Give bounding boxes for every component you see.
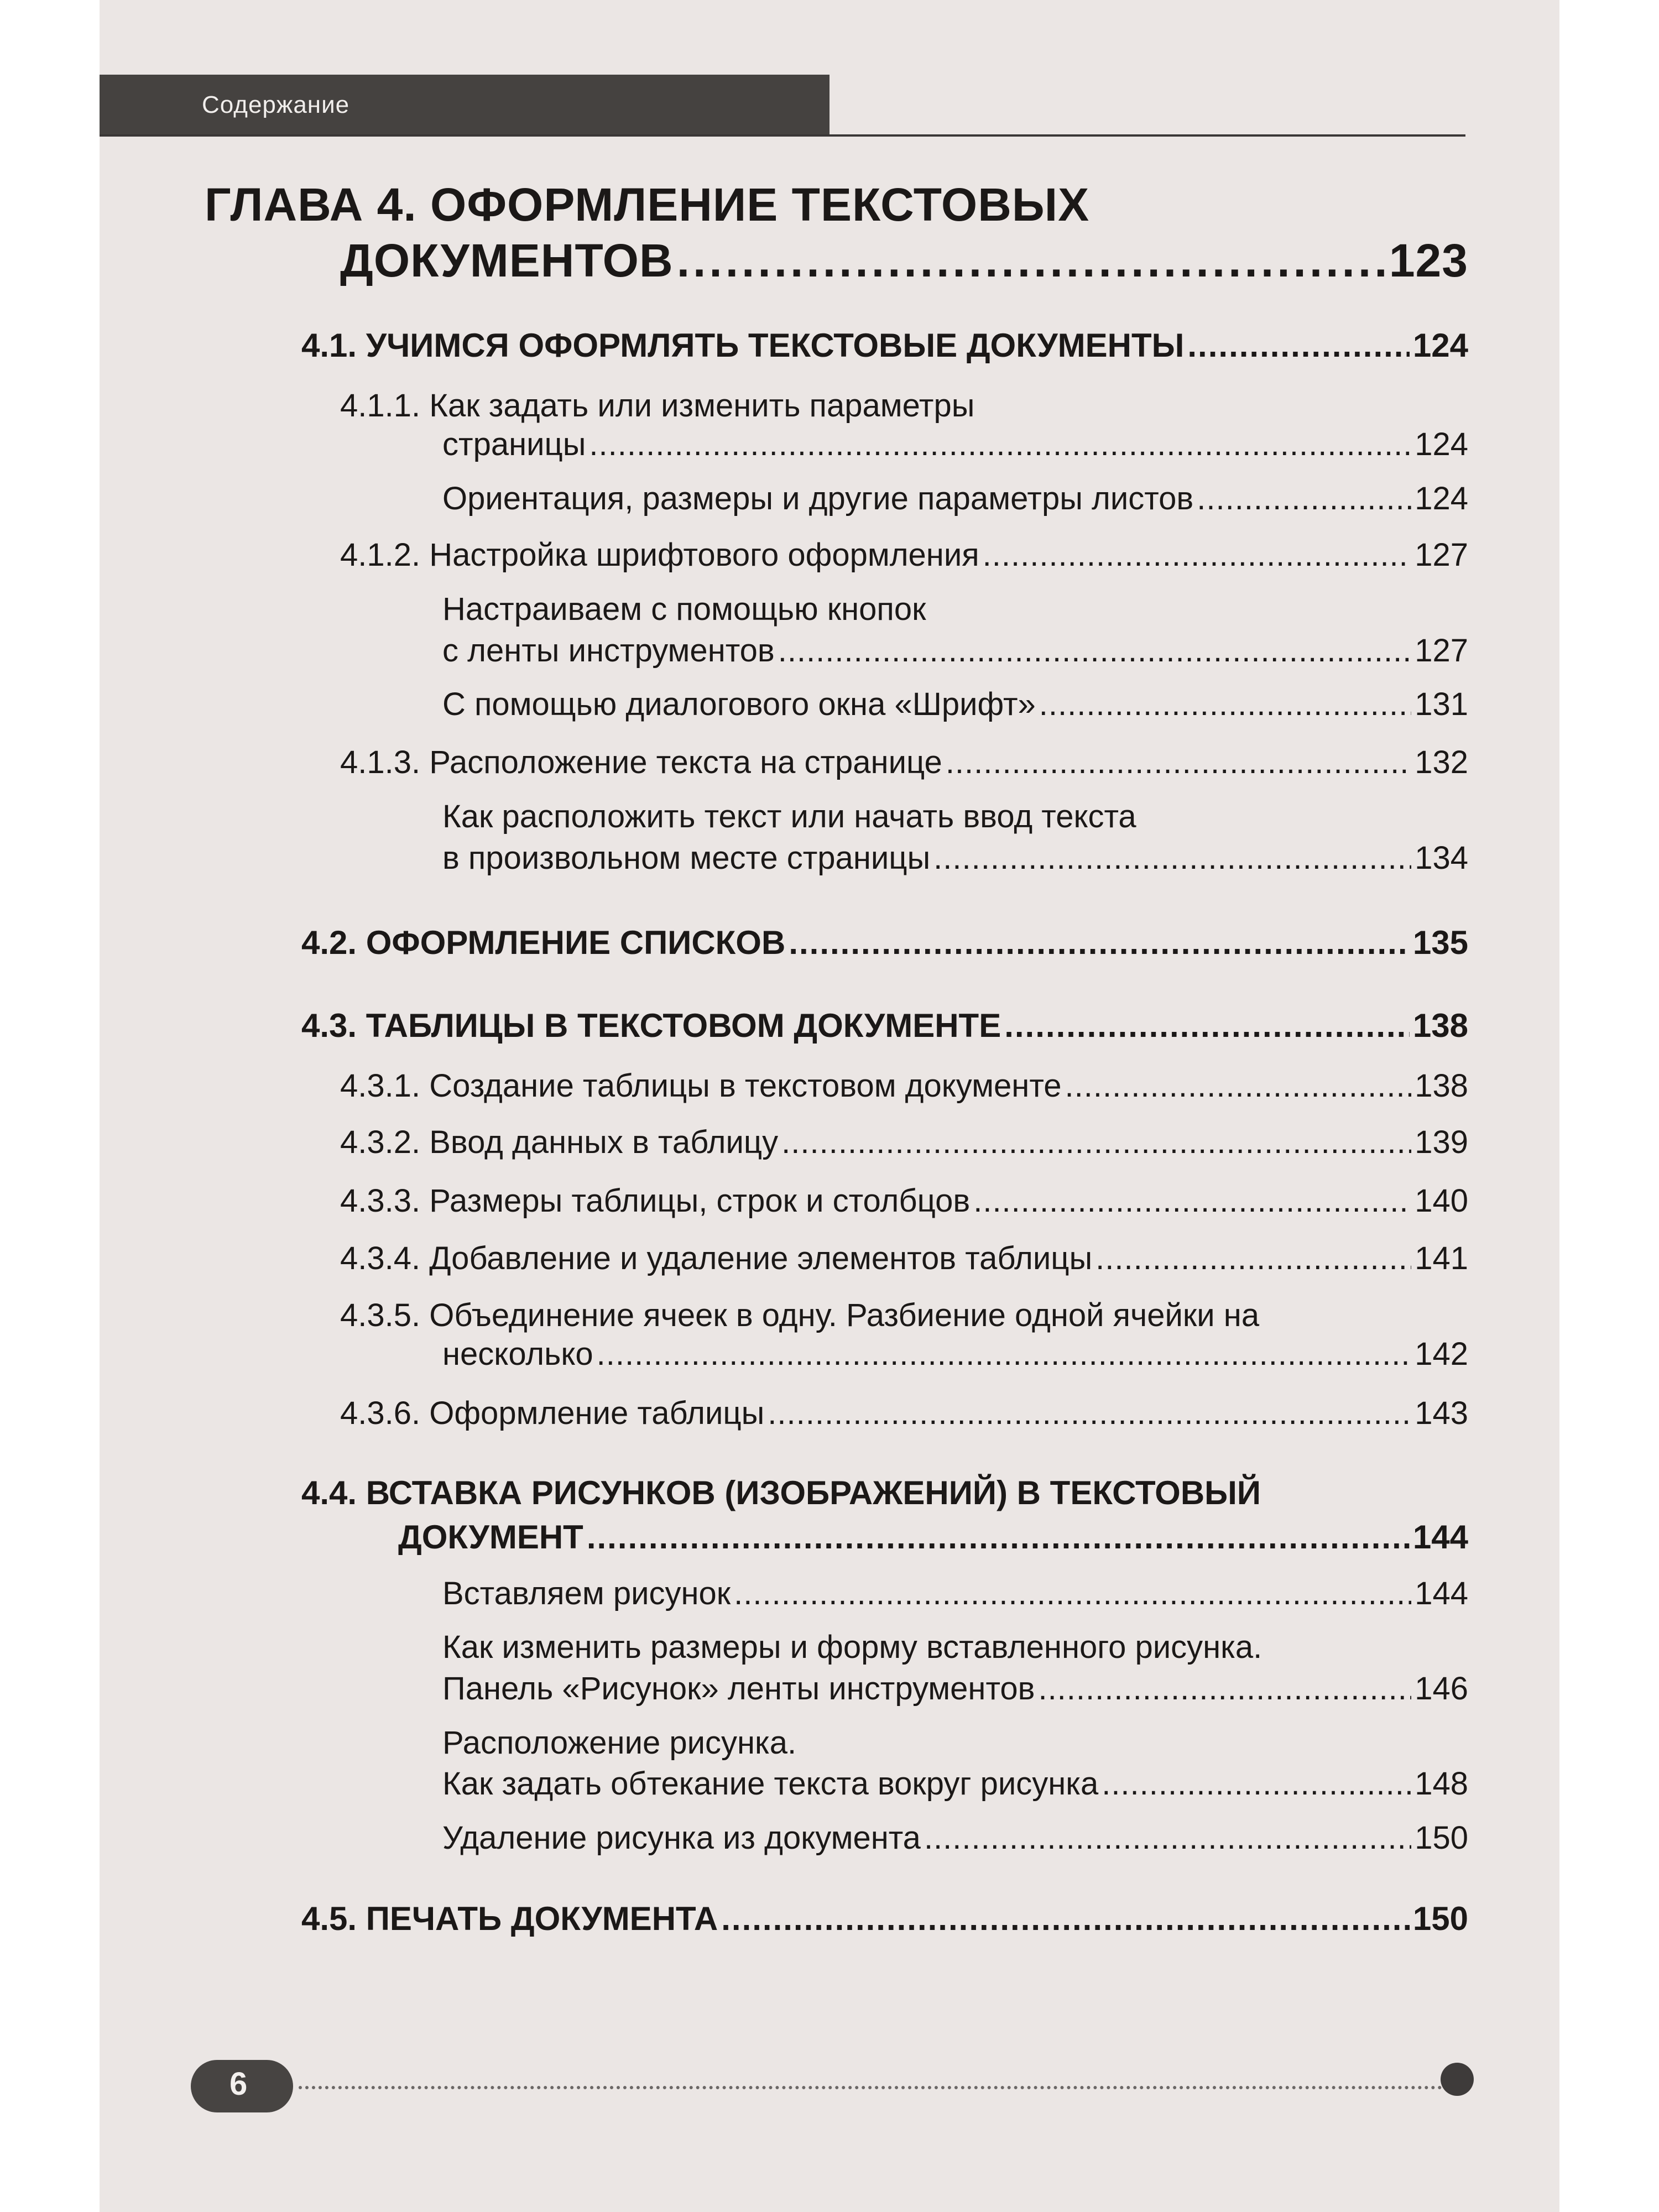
- page-number: 138: [1415, 1068, 1468, 1104]
- toc-entry[interactable]: [340, 1182, 1468, 1219]
- toc-entry[interactable]: [398, 1518, 1468, 1556]
- toc-entry-title: Ориентация, размеры и другие параметры листов: [442, 481, 1194, 517]
- toc-entry[interactable]: [442, 1765, 1468, 1802]
- footer-dot-ornament: [1441, 2063, 1474, 2096]
- toc-entry[interactable]: [442, 632, 1468, 669]
- dot-leader: [734, 1575, 1411, 1612]
- footer-dotted-rule: [299, 2086, 1449, 2089]
- dot-leader: [983, 536, 1412, 573]
- dot-leader: [781, 1124, 1411, 1161]
- toc-entry-title-line2: с ленты инструментов: [442, 633, 775, 669]
- chapter-entry[interactable]: [340, 234, 1468, 288]
- dot-leader: [933, 839, 1411, 877]
- toc-entry[interactable]: [442, 1670, 1468, 1707]
- toc-entry-title: 4.1.3. Расположение текста на странице: [340, 744, 942, 780]
- dot-leader: [1187, 326, 1410, 364]
- dot-leader: [973, 1182, 1411, 1219]
- page-number: 144: [1412, 1519, 1468, 1556]
- chapter-title-line2: ДОКУМЕНТОВ: [340, 234, 674, 286]
- toc-entry-title: Вставляем рисунок: [442, 1575, 731, 1611]
- toc-entry-title-line1: Расположение рисунка.: [442, 1725, 797, 1761]
- toc-entry-title: 4.3.6. Оформление таблицы: [340, 1395, 765, 1431]
- toc-entry[interactable]: [442, 839, 1468, 877]
- page-number: 144: [1415, 1575, 1468, 1611]
- toc-entry-title: 4.3.4. Добавление и удаление элементов таблицы: [340, 1240, 1093, 1276]
- toc-entry-title-line2: Панель «Рисунок» ленты инструментов: [442, 1671, 1035, 1707]
- toc-entry[interactable]: [340, 1240, 1468, 1277]
- page-number: 140: [1415, 1183, 1468, 1219]
- dot-leader: [768, 1395, 1411, 1432]
- toc-entry-title: 4.1. УЧИМСЯ ОФОРМЛЯТЬ ТЕКСТОВЫЕ ДОКУМЕНТЫ: [301, 327, 1185, 364]
- page-number: 134: [1415, 840, 1468, 876]
- toc-entry-title-line1: 4.3.5. Объединение ячеек в одну. Разбиение одной ячейки на: [340, 1297, 1260, 1333]
- toc-entry-title: 4.3.1. Создание таблицы в текстовом документе: [340, 1068, 1062, 1104]
- toc-entry[interactable]: [340, 1395, 1468, 1432]
- toc-entry[interactable]: [301, 1900, 1468, 1938]
- page-number: 141: [1415, 1240, 1468, 1276]
- chapter-title-line1: ГЛАВА 4. ОФОРМЛЕНИЕ ТЕКСТОВЫХ: [205, 179, 1090, 231]
- section-header-title: Содержание: [202, 91, 350, 118]
- toc-entry-title-line1: Как расположить текст или начать ввод текста: [442, 799, 1136, 834]
- toc-entry-title: 4.3. ТАБЛИЦЫ В ТЕКСТОВОМ ДОКУМЕНТЕ: [301, 1007, 1001, 1044]
- footer-page-number: 6: [229, 2066, 248, 2102]
- dot-leader: [1102, 1765, 1411, 1802]
- toc-entry[interactable]: [301, 326, 1468, 364]
- dot-leader: [778, 632, 1412, 669]
- page-number: 131: [1415, 686, 1468, 722]
- dot-leader: [1039, 686, 1411, 723]
- page-number: 135: [1412, 924, 1468, 961]
- toc-entry[interactable]: [442, 1335, 1468, 1373]
- dot-leader: [589, 426, 1411, 463]
- toc-entry-title-line1: 4.4. ВСТАВКА РИСУНКОВ (ИЗОБРАЖЕНИЙ) В ТЕКСТОВЫЙ: [301, 1474, 1261, 1511]
- toc-entry-title-line2: несколько: [442, 1336, 593, 1372]
- toc-entry[interactable]: [340, 1067, 1468, 1104]
- toc-entry-title: 4.3.2. Ввод данных в таблицу: [340, 1124, 779, 1160]
- toc-entry-title: С помощью диалогового окна «Шрифт»: [442, 686, 1036, 722]
- toc-entry-title-line2: ДОКУМЕНТ: [398, 1519, 583, 1556]
- page-number: 127: [1415, 633, 1468, 669]
- page-number: 139: [1415, 1124, 1468, 1160]
- page-number: 123: [1389, 234, 1468, 286]
- dot-leader: [946, 744, 1411, 781]
- page-number: 143: [1415, 1395, 1468, 1431]
- dot-leader: [1197, 480, 1411, 517]
- dot-leader: [587, 1518, 1410, 1556]
- page-number: 150: [1415, 1820, 1468, 1856]
- toc-entry-title: 4.3.3. Размеры таблицы, строк и столбцов: [340, 1183, 971, 1219]
- toc-entry-title: Удаление рисунка из документа: [442, 1820, 921, 1856]
- dot-leader: [1095, 1240, 1411, 1277]
- dot-leader: [1065, 1067, 1412, 1104]
- toc-entry-title: 4.2. ОФОРМЛЕНИЕ СПИСКОВ: [301, 924, 786, 961]
- toc-entry-title-line1: Настраиваем с помощью кнопок: [442, 591, 926, 627]
- dot-leader: [789, 924, 1410, 962]
- toc-entry[interactable]: [442, 1575, 1468, 1612]
- toc-entry[interactable]: [340, 536, 1468, 573]
- dot-leader: [597, 1335, 1412, 1373]
- page-number: 124: [1412, 327, 1468, 364]
- dot-leader: [924, 1819, 1411, 1856]
- toc-entry-title-line2: страницы: [442, 426, 586, 462]
- toc-entry[interactable]: [442, 1819, 1468, 1856]
- toc-entry[interactable]: [301, 1006, 1468, 1045]
- page-number: 150: [1412, 1900, 1468, 1937]
- dot-leader: [677, 234, 1386, 288]
- toc-entry-title-line1: Как изменить размеры и форму вставленного рисунка.: [442, 1629, 1262, 1665]
- toc-entry-title: 4.5. ПЕЧАТЬ ДОКУМЕНТА: [301, 1900, 718, 1937]
- page-number: 132: [1415, 744, 1468, 780]
- toc-entry[interactable]: [442, 686, 1468, 723]
- page-number: 124: [1415, 426, 1468, 462]
- toc-entry[interactable]: [340, 744, 1468, 781]
- toc-entry[interactable]: [442, 426, 1468, 463]
- page-number: 148: [1415, 1766, 1468, 1802]
- toc-entry[interactable]: [442, 480, 1468, 517]
- page-number: 142: [1415, 1336, 1468, 1372]
- toc-entry-title-line1: 4.1.1. Как задать или изменить параметры: [340, 388, 975, 424]
- page-number: 146: [1415, 1671, 1468, 1707]
- page-number: 138: [1412, 1007, 1468, 1044]
- toc-entry[interactable]: [340, 1124, 1468, 1161]
- toc-entry[interactable]: [301, 924, 1468, 962]
- toc-entry-title: 4.1.2. Настройка шрифтового оформления: [340, 537, 979, 573]
- dot-leader: [1038, 1670, 1411, 1707]
- dot-leader: [721, 1900, 1410, 1938]
- toc-entry-title-line2: Как задать обтекание текста вокруг рисунка: [442, 1766, 1099, 1802]
- toc-entry-title-line2: в произвольном месте страницы: [442, 840, 931, 876]
- page-number: 127: [1415, 537, 1468, 573]
- page-number: 124: [1415, 481, 1468, 517]
- dot-leader: [1004, 1006, 1410, 1045]
